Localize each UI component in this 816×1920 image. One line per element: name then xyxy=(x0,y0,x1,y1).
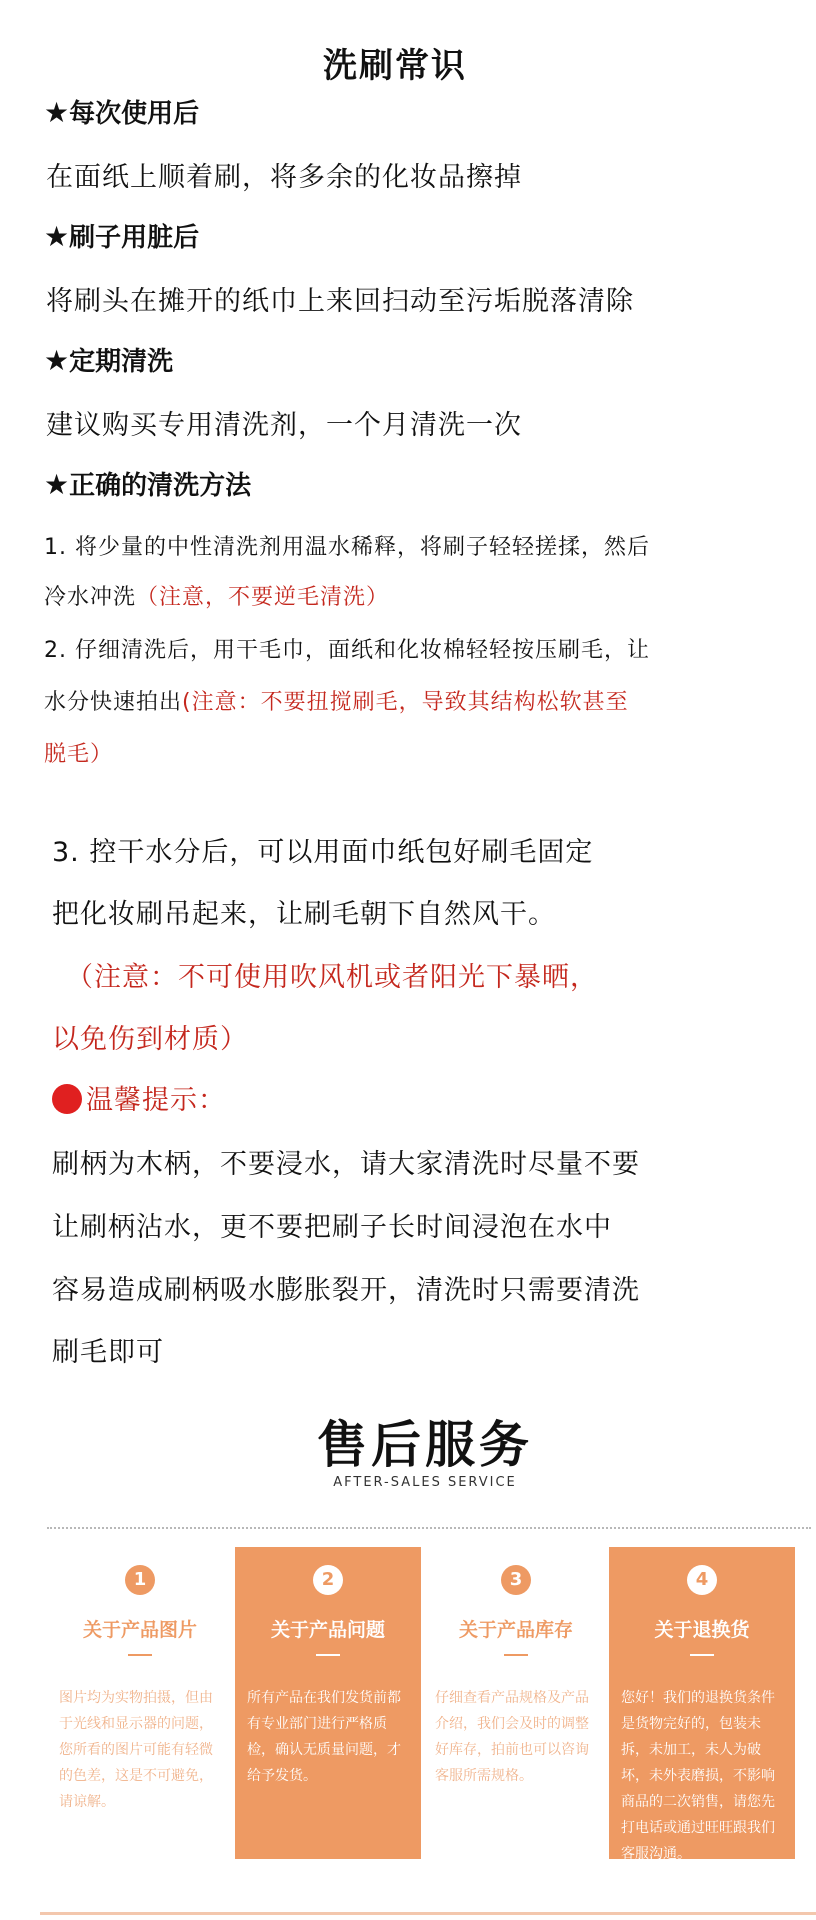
section-body-after-use: 在面纸上顺着刷，将多余的化妆品擦掉 xyxy=(46,162,522,193)
step3-line1: 3. 控干水分后，可以用面巾纸包好刷毛固定 xyxy=(52,837,594,868)
section-heading-method: ★正确的清洗方法 xyxy=(44,468,252,501)
star-icon: ★ xyxy=(44,96,70,129)
card-title: 关于产品库存 xyxy=(458,1619,573,1641)
card-text: 图片均为实物拍摄，但由于光线和显示器的问题，您所看的图片可能有轻微的色差，这是不可避免，请谅解。 xyxy=(59,1690,213,1810)
card-divider xyxy=(316,1654,340,1656)
service-subtitle: AFTER-SALES SERVICE xyxy=(333,1475,517,1490)
dotted-divider xyxy=(47,1527,811,1529)
star-icon: ★ xyxy=(44,220,70,253)
red-dot-icon xyxy=(52,1084,82,1114)
card-text: 仔细查看产品规格及产品介绍，我们会及时的调整好库存，拍前也可以咨询客服所需规格。 xyxy=(435,1690,589,1784)
section-body-regular: 建议购买专用清洗剂，一个月清洗一次 xyxy=(46,410,522,441)
card-text: 所有产品在我们发货前都有专业部门进行严格质检，确认无质量问题，才给予发货。 xyxy=(247,1690,401,1784)
step3-line2: 把化妆刷吊起来，让刷毛朝下自然风干。 xyxy=(52,899,556,930)
tip-line: 刷柄为木柄，不要浸水，请大家清洗时尽量不要 xyxy=(52,1149,640,1180)
bottom-divider xyxy=(40,1912,816,1915)
service-card-stock xyxy=(423,1547,609,1859)
section-body-dirty: 将刷头在摊开的纸巾上来回扫动至污垢脱落清除 xyxy=(46,286,634,317)
card-number-badge: 2 xyxy=(313,1565,343,1595)
step2-line2: 水分快速拍出(注意：不要扭搅刷毛，导致其结构松软甚至 xyxy=(44,690,629,715)
step2-note: (注意：不要扭搅刷毛，导致其结构松软甚至 xyxy=(182,690,629,715)
step1-line1: 1. 将少量的中性清洗剂用温水稀释，将刷子轻轻搓揉，然后 xyxy=(44,535,650,560)
card-title: 关于退换货 xyxy=(654,1619,750,1641)
star-icon: ★ xyxy=(44,344,70,377)
page-title: 洗刷常识 xyxy=(323,46,467,86)
tip-line: 容易造成刷柄吸水膨胀裂开，清洗时只需要清洗 xyxy=(52,1275,640,1306)
card-title: 关于产品问题 xyxy=(270,1619,385,1641)
section-heading-regular: ★定期清洗 xyxy=(44,344,174,377)
card-divider xyxy=(128,1654,152,1656)
step3-note1: （注意：不可使用吹风机或者阳光下暴晒， xyxy=(66,962,598,993)
step2-note-cont: 脱毛） xyxy=(44,742,114,767)
service-card-quality xyxy=(235,1547,421,1859)
step2-line1: 2. 仔细清洗后，用干毛巾，面纸和化妆棉轻轻按压刷毛，让 xyxy=(44,638,650,663)
card-divider xyxy=(690,1654,714,1656)
card-number-badge: 4 xyxy=(687,1565,717,1595)
step3-note2: 以免伤到材质） xyxy=(52,1024,248,1055)
section-heading-dirty: ★刷子用脏后 xyxy=(44,220,200,253)
card-number-badge: 1 xyxy=(125,1565,155,1595)
tip-line: 刷毛即可 xyxy=(52,1337,164,1368)
tip-heading: 温馨提示： xyxy=(52,1078,226,1117)
step1-line2: 冷水冲洗（注意，不要逆毛清洗） xyxy=(44,585,390,610)
card-text: 您好！我们的退换货条件是货物完好的，包装未拆，未加工，未人为破坏，未外表磨损，不影响商品的二次销售，请您先打电话或通过旺旺跟我们客服沟通。 xyxy=(621,1690,775,1862)
step1-note: （注意，不要逆毛清洗） xyxy=(136,585,390,610)
tip-line: 让刷柄沾水，更不要把刷子长时间浸泡在水中 xyxy=(52,1212,612,1243)
star-icon: ★ xyxy=(44,468,70,501)
service-card-returns xyxy=(609,1547,795,1862)
section-heading-after-use: ★每次使用后 xyxy=(44,96,200,129)
card-divider xyxy=(504,1654,528,1656)
card-number-badge: 3 xyxy=(501,1565,531,1595)
service-card-images xyxy=(47,1547,233,1859)
card-title: 关于产品图片 xyxy=(82,1619,197,1641)
service-title: 售后服务 xyxy=(317,1416,533,1474)
